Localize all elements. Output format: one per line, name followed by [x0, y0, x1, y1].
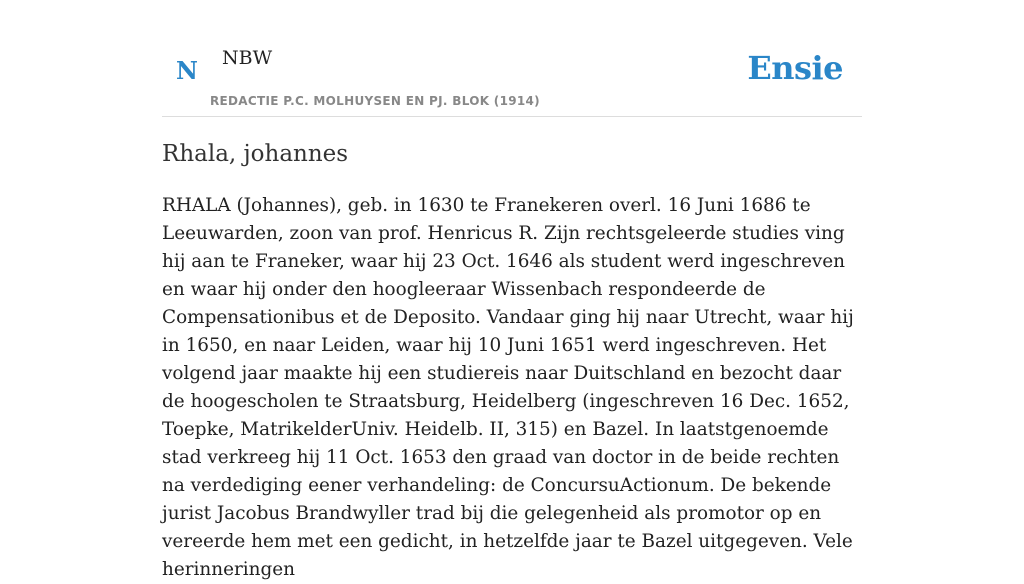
source-edition: REDACTIE P.C. MOLHUYSEN EN PJ. BLOK (1914) — [210, 94, 540, 108]
source-logo[interactable]: N — [176, 56, 198, 85]
article-body: RHALA (Johannes), geb. in 1630 te Franekeren overl. 16 Juni 1686 te Leeuwarden, zoon van prof. Henricus R. Zijn rechtsgeleerde studies ving hij aan te Franeker, waar hij 23 Oct. 1646 als student werd ingeschreven en waar hij onder den hoogleeraar Wissenbach respondeerde de Compensationibus et de Deposito. Vandaar ging hij naar Utrecht, waar hij in 1650, en naar Leiden, waar hij 10 Juni 1651 werd ingeschreven. Het volgend jaar maakte hij een studiereis naar Duitschland en bezocht daar de hoogescholen te Straatsburg, Heidelberg (ingeschreven 16 Dec. 1652, Toepke, MatrikelderUniv. Heidelb. II, 315) en Bazel. In laatstgenoemde stad verkreeg hij 11 Oct. 1653 den graad van doctor in de beide rechten na verdediging eener verhandeling: de ConcursuActionum. De bekende jurist Jacobus Brandwyller trad bij die gelegenheid als promotor op en vereerde hem met een gedicht, in hetzelfde jaar te Bazel uitgegeven. Vele herinneringen — [162, 195, 854, 580]
source-header — [162, 0, 862, 117]
article-title: Rhala, johannes — [162, 141, 349, 167]
ensie-logo[interactable]: Ensie — [747, 49, 843, 87]
source-name[interactable]: NBW — [222, 47, 273, 69]
